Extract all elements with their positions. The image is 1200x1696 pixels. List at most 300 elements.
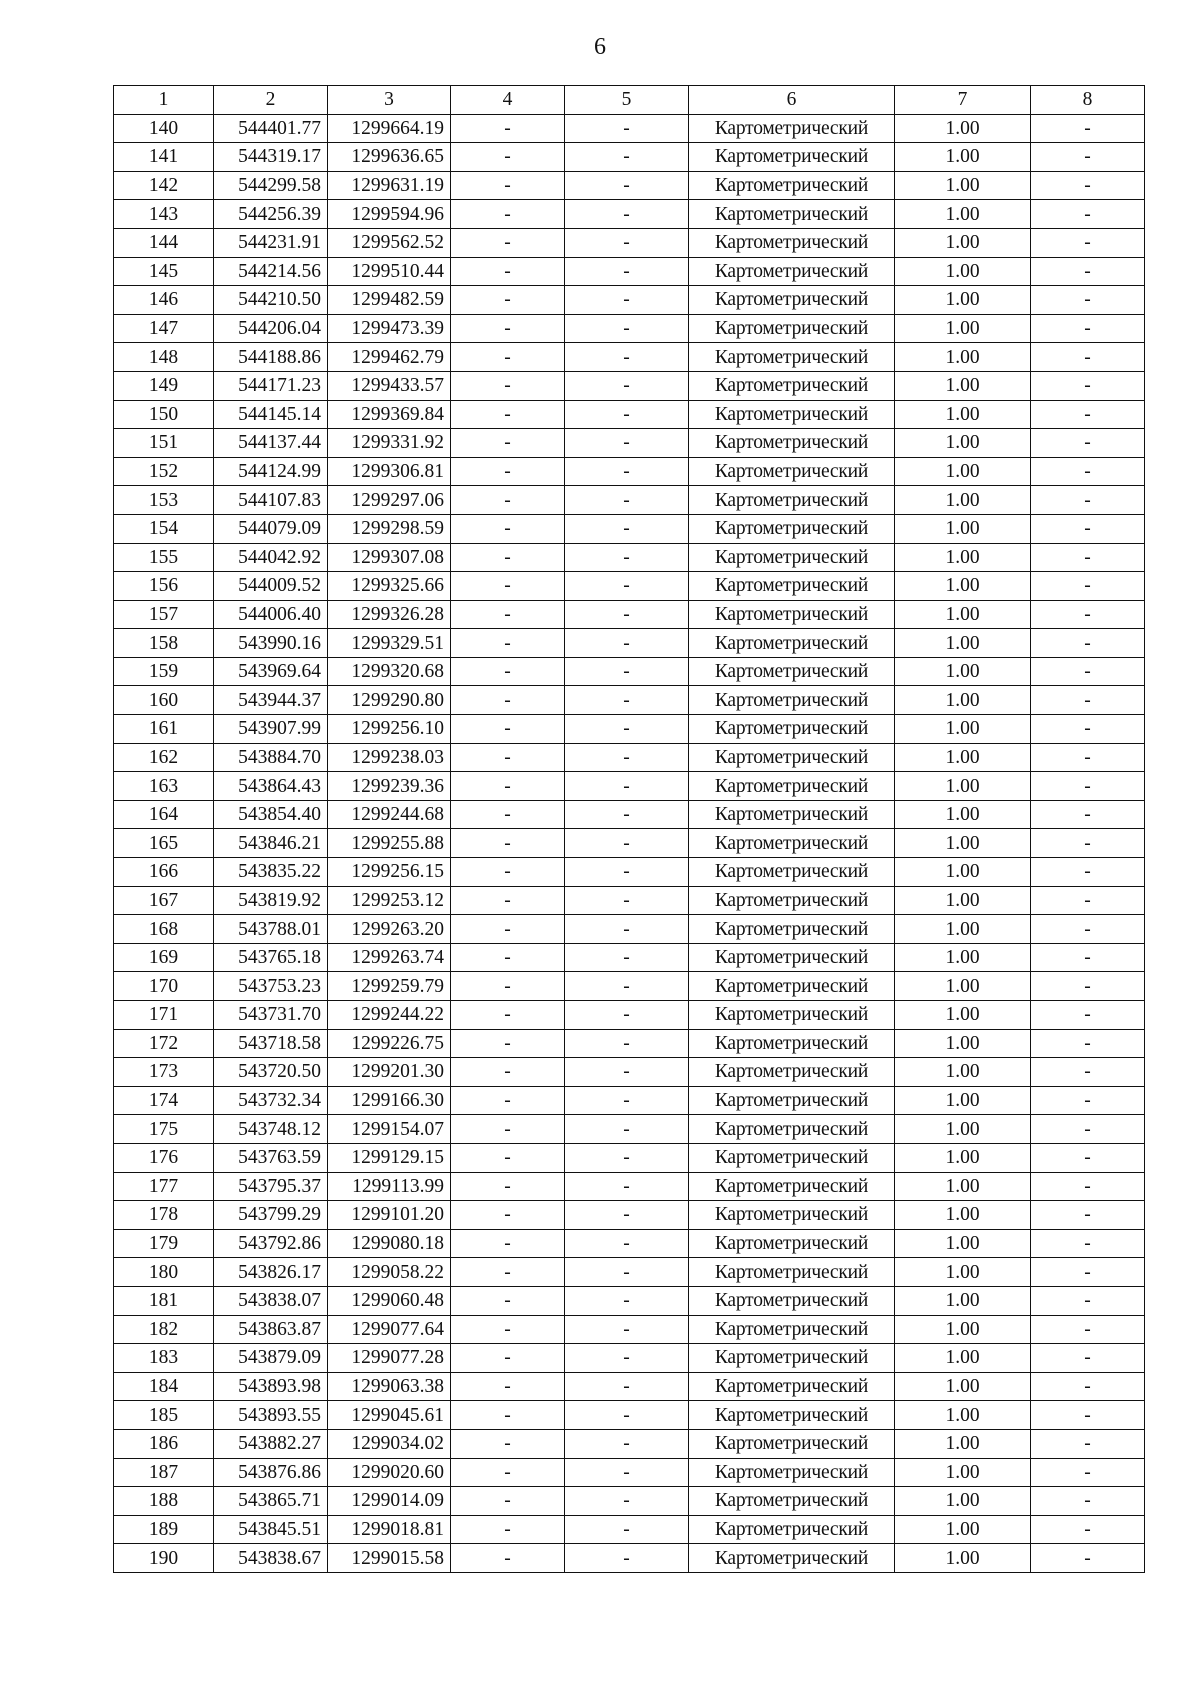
y-coordinate-cell: 1299201.30 (328, 1058, 451, 1087)
method-cell: Картометрический (689, 1372, 895, 1401)
accuracy-cell: 1.00 (895, 1344, 1031, 1373)
column-5-cell: - (565, 686, 689, 715)
point-number-cell: 189 (114, 1515, 214, 1544)
point-number-cell: 159 (114, 657, 214, 686)
y-coordinate-cell: 1299166.30 (328, 1086, 451, 1115)
accuracy-cell: 1.00 (895, 171, 1031, 200)
table-row (114, 228, 1145, 257)
column-5-cell: - (565, 943, 689, 972)
method-cell: Картометрический (689, 200, 895, 229)
table-row (114, 686, 1145, 715)
column-5-cell: - (565, 429, 689, 458)
x-coordinate-cell: 543838.07 (214, 1286, 328, 1315)
column-4-cell: - (451, 429, 565, 458)
column-4-cell: - (451, 858, 565, 887)
column-8-cell: - (1031, 1086, 1145, 1115)
x-coordinate-cell: 544188.86 (214, 343, 328, 372)
column-4-cell: - (451, 514, 565, 543)
column-5-cell: - (565, 543, 689, 572)
x-coordinate-cell: 543819.92 (214, 886, 328, 915)
accuracy-cell: 1.00 (895, 1372, 1031, 1401)
x-coordinate-cell: 543838.67 (214, 1544, 328, 1573)
table-row (114, 1058, 1145, 1087)
method-cell: Картометрический (689, 686, 895, 715)
point-number-cell: 180 (114, 1258, 214, 1287)
column-8-cell: - (1031, 657, 1145, 686)
point-number-cell: 144 (114, 228, 214, 257)
x-coordinate-cell: 544079.09 (214, 514, 328, 543)
point-number-cell: 164 (114, 800, 214, 829)
column-4-cell: - (451, 743, 565, 772)
point-number-cell: 188 (114, 1487, 214, 1516)
point-number-cell: 183 (114, 1344, 214, 1373)
accuracy-cell: 1.00 (895, 943, 1031, 972)
column-5-cell: - (565, 1544, 689, 1573)
x-coordinate-cell: 544210.50 (214, 286, 328, 315)
accuracy-cell: 1.00 (895, 1201, 1031, 1230)
table-row (114, 286, 1145, 315)
point-number-cell: 149 (114, 371, 214, 400)
column-5-cell: - (565, 514, 689, 543)
x-coordinate-cell: 544171.23 (214, 371, 328, 400)
point-number-cell: 152 (114, 457, 214, 486)
method-cell: Картометрический (689, 1029, 895, 1058)
column-8-cell: - (1031, 543, 1145, 572)
table-row (114, 1372, 1145, 1401)
column-4-cell: - (451, 1029, 565, 1058)
column-5-cell: - (565, 1315, 689, 1344)
column-5-cell: - (565, 743, 689, 772)
column-4-cell: - (451, 686, 565, 715)
accuracy-cell: 1.00 (895, 314, 1031, 343)
column-5-cell: - (565, 486, 689, 515)
method-cell: Картометрический (689, 572, 895, 601)
y-coordinate-cell: 1299482.59 (328, 286, 451, 315)
table-row (114, 1115, 1145, 1144)
table-row (114, 1286, 1145, 1315)
coordinates-table (113, 85, 1145, 1573)
y-coordinate-cell: 1299015.58 (328, 1544, 451, 1573)
column-8-cell: - (1031, 1458, 1145, 1487)
column-5-cell: - (565, 1515, 689, 1544)
x-coordinate-cell: 543731.70 (214, 1001, 328, 1030)
point-number-cell: 167 (114, 886, 214, 915)
y-coordinate-cell: 1299253.12 (328, 886, 451, 915)
point-number-cell: 151 (114, 429, 214, 458)
y-coordinate-cell: 1299239.36 (328, 772, 451, 801)
column-5-cell: - (565, 1172, 689, 1201)
column-8-cell: - (1031, 572, 1145, 601)
accuracy-cell: 1.00 (895, 400, 1031, 429)
y-coordinate-cell: 1299101.20 (328, 1201, 451, 1230)
point-number-cell: 160 (114, 686, 214, 715)
x-coordinate-cell: 544042.92 (214, 543, 328, 572)
column-8-cell: - (1031, 171, 1145, 200)
point-number-cell: 150 (114, 400, 214, 429)
point-number-cell: 142 (114, 171, 214, 200)
column-4-cell: - (451, 1001, 565, 1030)
column-8-cell: - (1031, 829, 1145, 858)
column-5-cell: - (565, 800, 689, 829)
point-number-cell: 174 (114, 1086, 214, 1115)
y-coordinate-cell: 1299297.06 (328, 486, 451, 515)
table-row (114, 1201, 1145, 1230)
method-cell: Картометрический (689, 543, 895, 572)
table-body (114, 114, 1145, 1572)
method-cell: Картометрический (689, 943, 895, 972)
column-8-cell: - (1031, 343, 1145, 372)
method-cell: Картометрический (689, 1344, 895, 1373)
accuracy-cell: 1.00 (895, 972, 1031, 1001)
column-5-cell: - (565, 400, 689, 429)
column-5-cell: - (565, 715, 689, 744)
y-coordinate-cell: 1299077.64 (328, 1315, 451, 1344)
column-header: 6 (689, 86, 895, 115)
x-coordinate-cell: 543884.70 (214, 743, 328, 772)
method-cell: Картометрический (689, 829, 895, 858)
x-coordinate-cell: 543893.55 (214, 1401, 328, 1430)
accuracy-cell: 1.00 (895, 1143, 1031, 1172)
method-cell: Картометрический (689, 772, 895, 801)
column-5-cell: - (565, 371, 689, 400)
method-cell: Картометрический (689, 1487, 895, 1516)
column-header: 2 (214, 86, 328, 115)
column-8-cell: - (1031, 1315, 1145, 1344)
accuracy-cell: 1.00 (895, 1458, 1031, 1487)
accuracy-cell: 1.00 (895, 1487, 1031, 1516)
method-cell: Картометрический (689, 400, 895, 429)
column-4-cell: - (451, 715, 565, 744)
column-8-cell: - (1031, 486, 1145, 515)
column-5-cell: - (565, 457, 689, 486)
y-coordinate-cell: 1299290.80 (328, 686, 451, 715)
method-cell: Картометрический (689, 1515, 895, 1544)
method-cell: Картометрический (689, 1172, 895, 1201)
accuracy-cell: 1.00 (895, 543, 1031, 572)
y-coordinate-cell: 1299058.22 (328, 1258, 451, 1287)
x-coordinate-cell: 543826.17 (214, 1258, 328, 1287)
column-8-cell: - (1031, 858, 1145, 887)
point-number-cell: 165 (114, 829, 214, 858)
point-number-cell: 186 (114, 1429, 214, 1458)
column-5-cell: - (565, 200, 689, 229)
column-4-cell: - (451, 1172, 565, 1201)
column-4-cell: - (451, 1058, 565, 1087)
table-row (114, 1029, 1145, 1058)
point-number-cell: 145 (114, 257, 214, 286)
point-number-cell: 141 (114, 143, 214, 172)
accuracy-cell: 1.00 (895, 1001, 1031, 1030)
point-number-cell: 162 (114, 743, 214, 772)
table-row (114, 1172, 1145, 1201)
column-8-cell: - (1031, 1344, 1145, 1373)
table-row (114, 1315, 1145, 1344)
table-row (114, 171, 1145, 200)
accuracy-cell: 1.00 (895, 1515, 1031, 1544)
table-row (114, 1429, 1145, 1458)
method-cell: Картометрический (689, 1429, 895, 1458)
column-4-cell: - (451, 943, 565, 972)
point-number-cell: 146 (114, 286, 214, 315)
point-number-cell: 161 (114, 715, 214, 744)
table-row (114, 1229, 1145, 1258)
y-coordinate-cell: 1299238.03 (328, 743, 451, 772)
method-cell: Картометрический (689, 1086, 895, 1115)
y-coordinate-cell: 1299113.99 (328, 1172, 451, 1201)
method-cell: Картометрический (689, 314, 895, 343)
accuracy-cell: 1.00 (895, 1286, 1031, 1315)
accuracy-cell: 1.00 (895, 486, 1031, 515)
x-coordinate-cell: 544107.83 (214, 486, 328, 515)
column-header: 3 (328, 86, 451, 115)
x-coordinate-cell: 544006.40 (214, 600, 328, 629)
column-5-cell: - (565, 1344, 689, 1373)
y-coordinate-cell: 1299256.10 (328, 715, 451, 744)
column-4-cell: - (451, 600, 565, 629)
point-number-cell: 147 (114, 314, 214, 343)
table-row (114, 858, 1145, 887)
accuracy-cell: 1.00 (895, 1544, 1031, 1573)
column-4-cell: - (451, 972, 565, 1001)
point-number-cell: 168 (114, 915, 214, 944)
x-coordinate-cell: 543718.58 (214, 1029, 328, 1058)
y-coordinate-cell: 1299594.96 (328, 200, 451, 229)
method-cell: Картометрический (689, 514, 895, 543)
accuracy-cell: 1.00 (895, 572, 1031, 601)
method-cell: Картометрический (689, 915, 895, 944)
column-8-cell: - (1031, 200, 1145, 229)
accuracy-cell: 1.00 (895, 429, 1031, 458)
column-4-cell: - (451, 886, 565, 915)
method-cell: Картометрический (689, 1058, 895, 1087)
y-coordinate-cell: 1299244.68 (328, 800, 451, 829)
point-number-cell: 181 (114, 1286, 214, 1315)
point-number-cell: 157 (114, 600, 214, 629)
column-5-cell: - (565, 143, 689, 172)
y-coordinate-cell: 1299462.79 (328, 343, 451, 372)
point-number-cell: 177 (114, 1172, 214, 1201)
column-5-cell: - (565, 1086, 689, 1115)
column-5-cell: - (565, 600, 689, 629)
x-coordinate-cell: 544137.44 (214, 429, 328, 458)
y-coordinate-cell: 1299129.15 (328, 1143, 451, 1172)
column-8-cell: - (1031, 1115, 1145, 1144)
column-8-cell: - (1031, 1229, 1145, 1258)
y-coordinate-cell: 1299636.65 (328, 143, 451, 172)
accuracy-cell: 1.00 (895, 629, 1031, 658)
method-cell: Картометрический (689, 1258, 895, 1287)
column-5-cell: - (565, 972, 689, 1001)
x-coordinate-cell: 544009.52 (214, 572, 328, 601)
x-coordinate-cell: 544299.58 (214, 171, 328, 200)
point-number-cell: 176 (114, 1143, 214, 1172)
y-coordinate-cell: 1299263.20 (328, 915, 451, 944)
x-coordinate-cell: 543753.23 (214, 972, 328, 1001)
x-coordinate-cell: 543876.86 (214, 1458, 328, 1487)
column-8-cell: - (1031, 772, 1145, 801)
column-5-cell: - (565, 886, 689, 915)
x-coordinate-cell: 543835.22 (214, 858, 328, 887)
y-coordinate-cell: 1299034.02 (328, 1429, 451, 1458)
point-number-cell: 173 (114, 1058, 214, 1087)
column-8-cell: - (1031, 743, 1145, 772)
accuracy-cell: 1.00 (895, 343, 1031, 372)
column-4-cell: - (451, 114, 565, 143)
table-row (114, 371, 1145, 400)
method-cell: Картометрический (689, 1544, 895, 1573)
y-coordinate-cell: 1299077.28 (328, 1344, 451, 1373)
method-cell: Картометрический (689, 286, 895, 315)
y-coordinate-cell: 1299306.81 (328, 457, 451, 486)
method-cell: Картометрический (689, 972, 895, 1001)
column-4-cell: - (451, 657, 565, 686)
column-8-cell: - (1031, 1201, 1145, 1230)
column-5-cell: - (565, 858, 689, 887)
column-5-cell: - (565, 343, 689, 372)
column-8-cell: - (1031, 715, 1145, 744)
column-header: 5 (565, 86, 689, 115)
column-8-cell: - (1031, 629, 1145, 658)
column-5-cell: - (565, 228, 689, 257)
x-coordinate-cell: 543990.16 (214, 629, 328, 658)
x-coordinate-cell: 544319.17 (214, 143, 328, 172)
table-row (114, 1515, 1145, 1544)
accuracy-cell: 1.00 (895, 858, 1031, 887)
x-coordinate-cell: 543792.86 (214, 1229, 328, 1258)
table-row (114, 1086, 1145, 1115)
method-cell: Картометрический (689, 1401, 895, 1430)
column-4-cell: - (451, 457, 565, 486)
column-5-cell: - (565, 572, 689, 601)
column-4-cell: - (451, 228, 565, 257)
column-4-cell: - (451, 1229, 565, 1258)
table-row (114, 543, 1145, 572)
column-header: 4 (451, 86, 565, 115)
column-8-cell: - (1031, 1029, 1145, 1058)
point-number-cell: 143 (114, 200, 214, 229)
table-row (114, 715, 1145, 744)
accuracy-cell: 1.00 (895, 1401, 1031, 1430)
table-row (114, 1344, 1145, 1373)
y-coordinate-cell: 1299329.51 (328, 629, 451, 658)
column-4-cell: - (451, 1372, 565, 1401)
x-coordinate-cell: 544145.14 (214, 400, 328, 429)
column-4-cell: - (451, 343, 565, 372)
table-row (114, 743, 1145, 772)
column-5-cell: - (565, 1143, 689, 1172)
column-8-cell: - (1031, 400, 1145, 429)
column-4-cell: - (451, 400, 565, 429)
column-5-cell: - (565, 314, 689, 343)
table-row (114, 257, 1145, 286)
point-number-cell: 163 (114, 772, 214, 801)
column-4-cell: - (451, 1201, 565, 1230)
x-coordinate-cell: 543854.40 (214, 800, 328, 829)
y-coordinate-cell: 1299325.66 (328, 572, 451, 601)
column-5-cell: - (565, 1058, 689, 1087)
y-coordinate-cell: 1299063.38 (328, 1372, 451, 1401)
column-4-cell: - (451, 171, 565, 200)
column-8-cell: - (1031, 1258, 1145, 1287)
method-cell: Картометрический (689, 486, 895, 515)
column-4-cell: - (451, 1429, 565, 1458)
y-coordinate-cell: 1299226.75 (328, 1029, 451, 1058)
method-cell: Картометрический (689, 657, 895, 686)
column-8-cell: - (1031, 1487, 1145, 1516)
method-cell: Картометрический (689, 171, 895, 200)
x-coordinate-cell: 543944.37 (214, 686, 328, 715)
column-4-cell: - (451, 1344, 565, 1373)
method-cell: Картометрический (689, 1115, 895, 1144)
table-row (114, 915, 1145, 944)
accuracy-cell: 1.00 (895, 257, 1031, 286)
point-number-cell: 175 (114, 1115, 214, 1144)
x-coordinate-cell: 543788.01 (214, 915, 328, 944)
point-number-cell: 154 (114, 514, 214, 543)
y-coordinate-cell: 1299369.84 (328, 400, 451, 429)
y-coordinate-cell: 1299664.19 (328, 114, 451, 143)
x-coordinate-cell: 543748.12 (214, 1115, 328, 1144)
point-number-cell: 190 (114, 1544, 214, 1573)
table-row (114, 400, 1145, 429)
accuracy-cell: 1.00 (895, 886, 1031, 915)
column-4-cell: - (451, 1515, 565, 1544)
method-cell: Картометрический (689, 715, 895, 744)
column-8-cell: - (1031, 1429, 1145, 1458)
y-coordinate-cell: 1299433.57 (328, 371, 451, 400)
method-cell: Картометрический (689, 800, 895, 829)
x-coordinate-cell: 544214.56 (214, 257, 328, 286)
method-cell: Картометрический (689, 886, 895, 915)
y-coordinate-cell: 1299473.39 (328, 314, 451, 343)
point-number-cell: 182 (114, 1315, 214, 1344)
x-coordinate-cell: 543732.34 (214, 1086, 328, 1115)
column-header: 7 (895, 86, 1031, 115)
x-coordinate-cell: 543893.98 (214, 1372, 328, 1401)
point-number-cell: 178 (114, 1201, 214, 1230)
method-cell: Картометрический (689, 429, 895, 458)
table-row (114, 514, 1145, 543)
column-5-cell: - (565, 1115, 689, 1144)
accuracy-cell: 1.00 (895, 915, 1031, 944)
accuracy-cell: 1.00 (895, 772, 1031, 801)
method-cell: Картометрический (689, 143, 895, 172)
method-cell: Картометрический (689, 629, 895, 658)
y-coordinate-cell: 1299020.60 (328, 1458, 451, 1487)
column-header: 1 (114, 86, 214, 115)
method-cell: Картометрический (689, 1315, 895, 1344)
table-row (114, 829, 1145, 858)
table-row (114, 200, 1145, 229)
x-coordinate-cell: 543969.64 (214, 657, 328, 686)
column-4-cell: - (451, 772, 565, 801)
x-coordinate-cell: 543720.50 (214, 1058, 328, 1087)
table-row (114, 772, 1145, 801)
y-coordinate-cell: 1299307.08 (328, 543, 451, 572)
column-5-cell: - (565, 1372, 689, 1401)
y-coordinate-cell: 1299331.92 (328, 429, 451, 458)
point-number-cell: 172 (114, 1029, 214, 1058)
column-5-cell: - (565, 257, 689, 286)
table-row (114, 314, 1145, 343)
column-4-cell: - (451, 1258, 565, 1287)
table-row (114, 886, 1145, 915)
column-4-cell: - (451, 1544, 565, 1573)
table-row (114, 143, 1145, 172)
column-8-cell: - (1031, 972, 1145, 1001)
table-row (114, 457, 1145, 486)
column-5-cell: - (565, 829, 689, 858)
